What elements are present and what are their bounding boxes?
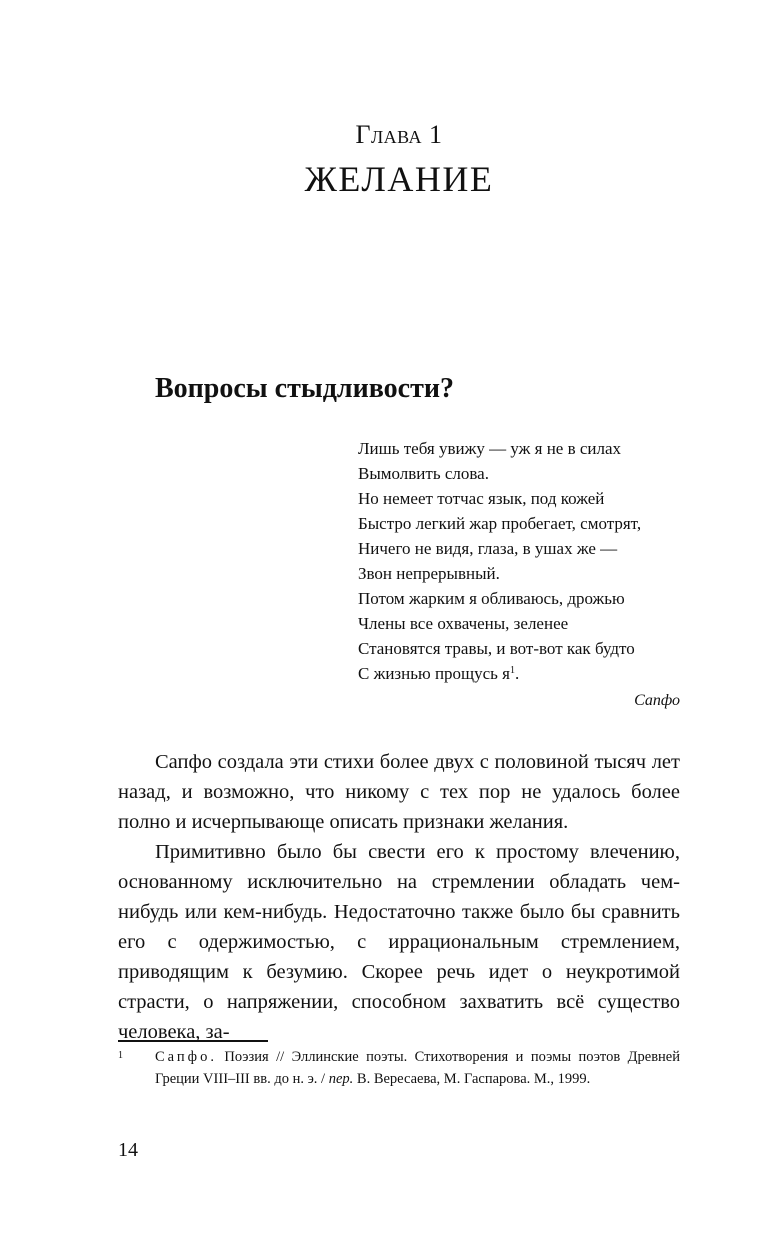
footnote-translator-abbr: пер.	[328, 1071, 354, 1087]
chapter-label-text: Глава 1	[355, 120, 443, 149]
paragraph: Сапфо создала эти стихи более двух с половиной тысяч лет назад, и возможно, что никому с тех пор не удалось более полно и исчерпывающе описать признаки желания.	[118, 751, 680, 833]
chapter-title: ЖЕЛАНИЕ	[304, 159, 494, 199]
poem-line: Потом жарким я обливаюсь, дрожью	[358, 589, 625, 608]
poem-line: Быстро легкий жар пробегает, смотрят,	[358, 514, 642, 533]
footnote-number: 1	[118, 1050, 123, 1061]
poem-line: Но немеет тотчас язык, под кожей	[358, 489, 605, 508]
epigraph-author: Сапфо	[634, 692, 680, 709]
footnote-divider	[118, 1040, 268, 1042]
poem-line-end: .	[515, 664, 520, 683]
poem-line: Ничего не видя, глаза, в ушах же —	[358, 539, 618, 558]
poem-line: Лишь тебя увижу — уж я не в силах	[358, 439, 622, 458]
footnote-text-a: Поэзия // Эллинские поэты. Стихотворения и поэмы поэтов Древней Греции VIII–III вв. до н. э. /	[155, 1049, 680, 1087]
epigraph-poem	[358, 436, 680, 686]
poem-line: Члены все охвачены, зеленее	[358, 614, 569, 633]
poem-line-text: С жизнью прощусь я	[358, 664, 511, 683]
footnote-text-b: В. Вересаева, М. Гаспарова. М., 1999.	[353, 1071, 591, 1087]
paragraph: Примитивно было бы свести его к простому влечению, основанному исключительно на стремлении обладать чем-нибудь или кем-нибудь. Недостаточно также было бы сравнить его с одержимостью, с иррациональным стремлением, приводящим к безумию. Скорее речь идет о неукротимой страсти, о напряжении, способном захватить всё существо человека, за-	[118, 841, 680, 1043]
page-number: 14	[118, 1139, 138, 1161]
footnote-author: Сапфо.	[155, 1049, 217, 1065]
poem-line: Становятся травы, и вот-вот как будто	[358, 639, 635, 658]
footnote-text	[155, 1046, 680, 1090]
poem-line-last	[358, 661, 680, 686]
chapter-label	[0, 120, 768, 150]
section-title: Вопросы стыдливости?	[155, 373, 454, 404]
footnote	[118, 1046, 680, 1090]
footnote-reference[interactable]: 1	[510, 665, 516, 676]
poem-line: Вымолвить слова.	[358, 464, 489, 483]
body-text	[118, 747, 680, 1047]
poem-line: Звон непрерывный.	[358, 564, 500, 583]
